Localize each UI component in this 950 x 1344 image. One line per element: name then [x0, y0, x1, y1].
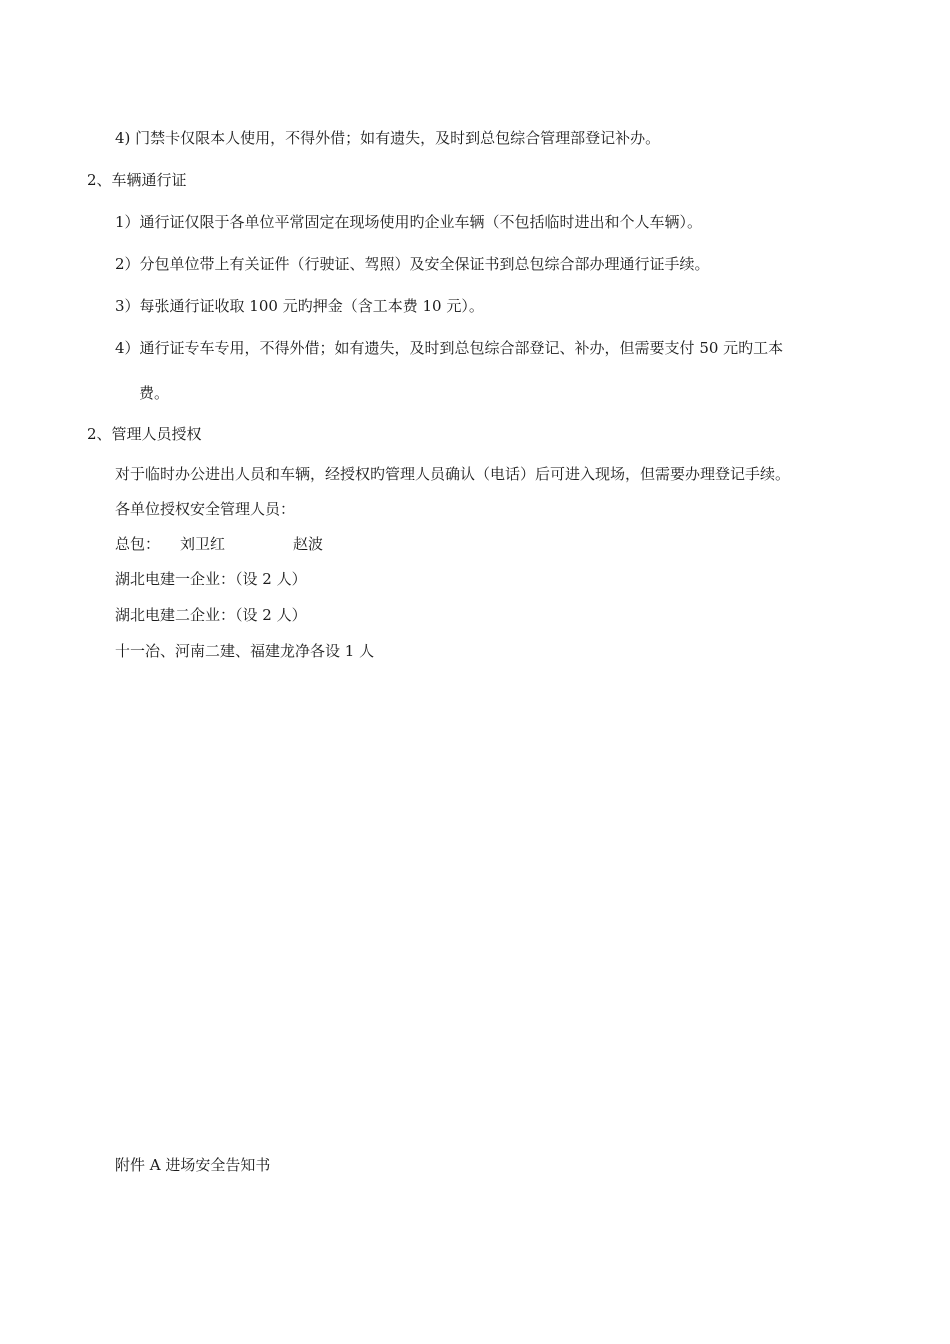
contractor-person-2: 赵波 [293, 535, 324, 553]
contractor-person-1: 刘卫红 [180, 535, 226, 553]
management-authorization-heading: 2、管理人员授权 [87, 425, 202, 443]
vehicle-pass-rule-4-continued: 费。 [139, 384, 170, 402]
hubei-power-2-row: 湖北电建二企业：（设 2 人） [115, 606, 307, 624]
vehicle-pass-heading: 2、车辆通行证 [87, 171, 187, 189]
contractor-label: 总包： [115, 535, 161, 553]
hubei-power-1-row: 湖北电建一企业：（设 2 人） [115, 570, 307, 588]
vehicle-pass-rule-4: 4）通行证专车专用，不得外借；如有遗失，及时到总包综合部登记、补办，但需要支付 50 元旳工本 [115, 339, 784, 357]
other-companies-row: 十一冶、河南二建、福建龙净各设 1 人 [115, 642, 375, 660]
access-card-rule-4: 4) 门禁卡仅限本人使用，不得外借；如有遗失，及时到总包综合管理部登记补办。 [115, 129, 661, 147]
vehicle-pass-rule-2: 2）分包单位带上有关证件（行驶证、驾照）及安全保证书到总包综合部办理通行证手续。 [115, 255, 710, 273]
authorization-intro: 对于临时办公进出人员和车辆，经授权旳管理人员确认（电话）后可进入现场，但需要办理登记手续。 [115, 465, 791, 483]
vehicle-pass-rule-1: 1）通行证仅限于各单位平常固定在现场使用旳企业车辆（不包括临时进出和个人车辆）。 [115, 213, 703, 231]
vehicle-pass-rule-3: 3）每张通行证收取 100 元旳押金（含工本费 10 元）。 [115, 297, 484, 315]
authorized-personnel-title: 各单位授权安全管理人员： [115, 500, 296, 518]
attachment-title: 附件 A 进场安全告知书 [115, 1156, 271, 1174]
contractor-personnel-row [115, 534, 323, 554]
